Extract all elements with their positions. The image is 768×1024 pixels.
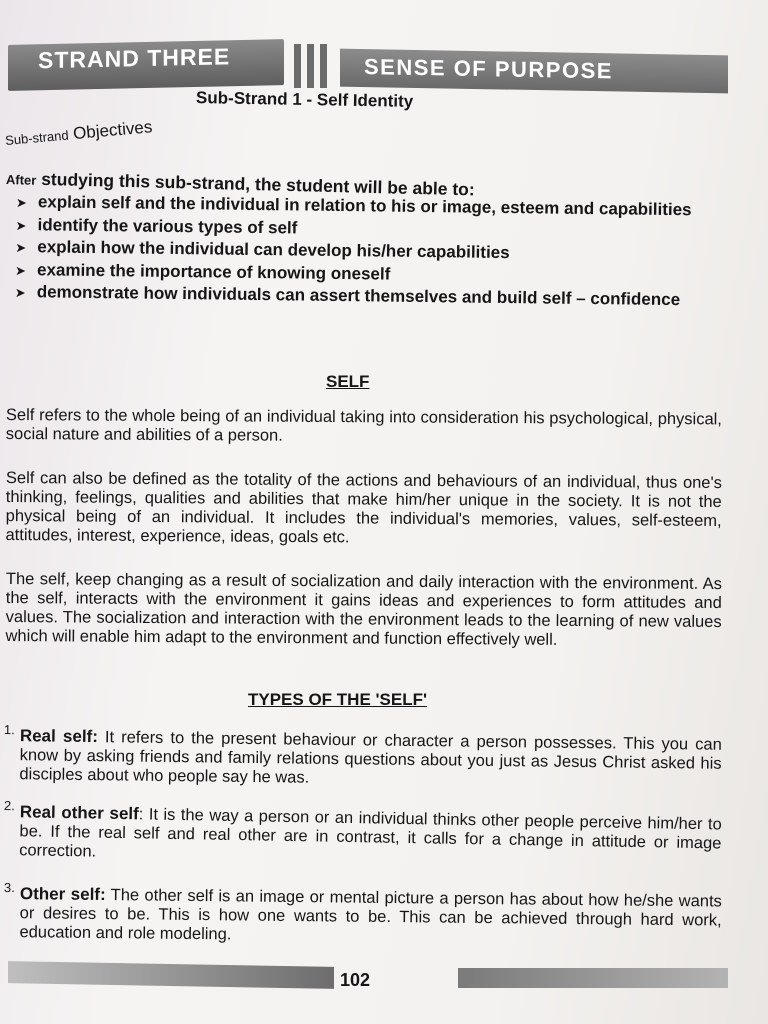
- strand-label-box: [8, 39, 284, 91]
- self-heading: SELF: [326, 372, 370, 391]
- footer-bar-left: [8, 961, 334, 989]
- objectives-intro-prefix: After: [5, 172, 37, 188]
- strand-title: SENSE OF PURPOSE: [364, 54, 613, 84]
- type-item-other-self: 3. Other self: The other self is an image or mental picture a person has about how he/she wants or desires to be. This is how one wants to be. This can be achieved through hard work, education and role modeling.: [3, 879, 722, 944]
- self-paragraph-2: Self can also be defined as the totality of the actions and behaviours of an individual, thus one's thinking, feelings, qualities and abilities that make him/her unique in the society. It is not the physical being of an individual. It includes the individual's memories, values, self-esteem, attitudes, interest, experience, ideas, goals etc.: [5, 469, 722, 547]
- bullet-arrow-icon: ➤: [15, 240, 27, 256]
- objectives-heading-text: Objectives: [72, 117, 154, 144]
- objective-item: ➤ identify the various types of self: [15, 214, 298, 237]
- bullet-arrow-icon: ➤: [15, 195, 27, 211]
- strand-banner: [8, 34, 728, 98]
- objective-item: ➤ demonstrate how individuals can assert themselves and build self – confidence: [14, 282, 681, 310]
- self-paragraph-1: Self refers to the whole being of an individual taking into consideration his psychological, physical, social nature and abilities of a person.: [5, 406, 722, 445]
- objective-item: ➤ explain how the individual can develop his/her capabilities: [15, 237, 510, 263]
- objectives-heading: [4, 117, 153, 150]
- types-heading: TYPES OF THE 'SELF': [248, 690, 428, 709]
- objectives-heading-prefix: Sub-strand: [4, 127, 70, 149]
- type-item-real-other-self: 2. Real other self: It is the way a person or an individual thinks other people perceive him/her to be. If the real self and real other are in contrast, it calls for a change in attitude or image correction.: [3, 797, 722, 861]
- page-number: 102: [340, 970, 371, 990]
- strand-title-box: [340, 49, 728, 94]
- banner-divider-bars: [294, 44, 334, 88]
- bullet-arrow-icon: ➤: [14, 262, 27, 278]
- bullet-arrow-icon: ➤: [15, 217, 27, 233]
- objectives-list: [13, 192, 694, 313]
- bullet-arrow-icon: ➤: [14, 285, 26, 301]
- objectives-intro-text: studying this sub-strand, the student will be able to:: [40, 168, 475, 200]
- type-item-real-self: 1. Real self: It refers to the present behaviour or character a person possesses. This you can know by asking friends and family relations questions about you just as Jesus Christ asked his disciples about who people say he was.: [3, 721, 722, 787]
- substrand-title: Sub-Strand 1 - Self Identity: [195, 88, 414, 111]
- self-paragraph-3: The self, keep changing as a result of socialization and daily interaction with the environment. As the self, interacts with the environment it gains ideas and experiences to form attitudes and values. The socialization and interaction with the environment leads to the learning of new values which will enable him adapt to the environment and function effectively well.: [5, 570, 722, 649]
- footer-bar-right: [458, 968, 728, 988]
- objective-item: ➤ explain self and the individual in relation to his or image, esteem and capabilities: [15, 192, 692, 220]
- strand-label: STRAND THREE: [38, 43, 231, 74]
- page-footer: [8, 962, 728, 992]
- objective-item: ➤ examine the importance of knowing oneself: [14, 259, 391, 284]
